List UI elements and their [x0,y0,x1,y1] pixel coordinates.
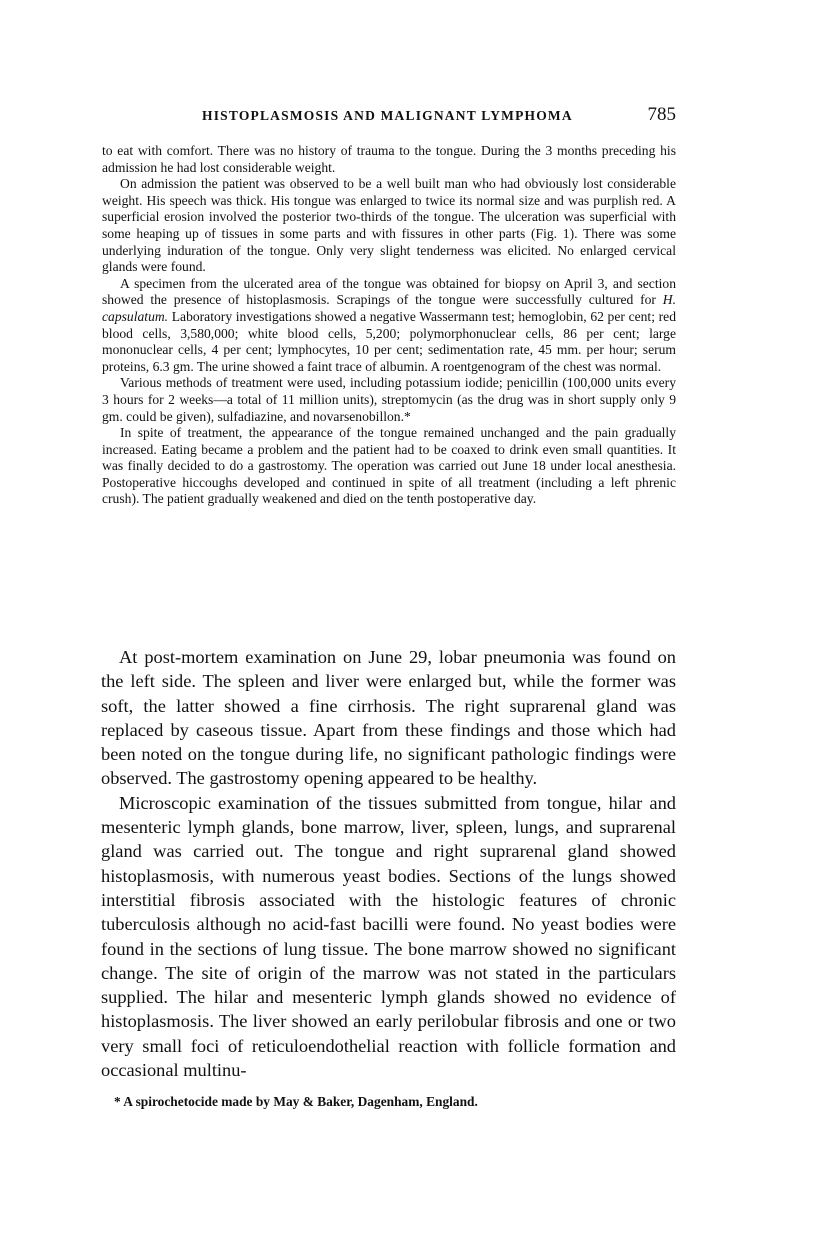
paragraph-continuation: to eat with comfort. There was no history of trauma to the tongue. During the 3 months preceding his admission he had lost considerable weight. [102,143,676,175]
footnote: * A spirochetocide made by May & Baker, Dagenham, England. [114,1094,478,1109]
biopsy-text-part-1: A specimen from the ulcerated area of the tongue was obtained for biopsy on April 3, and section showed the presence of histoplasmosis. Scrapings of the tongue were successfully cultured for [102,275,676,308]
biopsy-text-part-2: Laboratory investigations showed a negative Wassermann test; hemoglobin, 62 per cent; red blood cells, 3,580,000; white blood cells, 5,200; polymorphonuclear cells, 86 per cent; large mononuclear cells, 4 per cent; lymphocytes, 10 per cent; sedimentation rate, 45 mm. per hour; serum proteins, 6.3 gm. The urine showed a faint trace of albumin. A roentgenogram of the chest was normal. [102,308,676,374]
paragraph-post-mortem: At post-mortem examination on June 29, lobar pneumonia was found on the left side. The spleen and liver were enlarged but, while the former was soft, the latter showed a fine cirrhosis. The right suprarenal gland was replaced by caseous tissue. Apart from these findings and those which had been noted on the tongue during life, no significant pathologic findings were observed. The gastrostomy opening appeared to be healthy. [101,647,676,789]
case-history-section [102,143,676,508]
paragraph-biopsy-and-labs [102,276,676,376]
paragraph-admission-findings: On admission the patient was observed to be a well built man who had obviously lost considerable weight. His speech was thick. His tongue was enlarged to twice its normal size and was purplish red. A superficial erosion involved the posterior two-thirds of the tongue. The ulceration was superficial with some heaping up of tissues in some parts and with fissures in other parts (Fig. 1). There was some underlying induration of the tongue. Only very slight tenderness was elicited. No enlarged cervical glands were found. [102,176,676,275]
organism-name: H. capsulatum. [102,292,676,324]
running-title: HISTOPLASMOSIS AND MALIGNANT LYMPHOMA [202,108,573,123]
paragraph-treatment: Various methods of treatment were used, including potassium iodide; penicillin (100,000 units every 3 hours for 2 weeks—a total of 11 million units), streptomycin (as the drug was in short supply only 9 gm. could be given), sulfadiazine, and novarsenobillon.* [102,375,676,424]
paragraph-course: In spite of treatment, the appearance of the tongue remained unchanged and the pain gradually increased. Eating became a problem and the patient had to be coaxed to drink even small quantities. It was finally decided to do a gastrostomy. The operation was carried out June 18 under local anesthesia. Postoperative hiccoughs developed and continued in spite of all treatment (including a left phrenic crush). The patient gradually weakened and died on the tenth postoperative day. [102,425,676,507]
findings-section [101,645,676,1082]
page-number: 785 [647,104,676,125]
paragraph-microscopic-examination: Microscopic examination of the tissues submitted from tongue, hilar and mesenteric lymph glands, bone marrow, liver, spleen, lungs, and suprarenal gland was carried out. The tongue and right suprarenal gland showed histoplasmosis, with numerous yeast bodies. Sections of the lungs showed interstitial fibrosis associated with the histologic features of chronic tuberculosis although no acid-fast bacilli were found. No yeast bodies were found in the sections of lung tissue. The bone marrow showed no significant change. The site of origin of the marrow was not stated in the particulars supplied. The hilar and mesenteric lymph glands showed no evidence of histoplasmosis. The liver showed an early perilobular fibrosis and one or two very small foci of reticuloendothelial reaction with follicle formation and occasional multinu- [101,792,676,1081]
running-header [102,104,676,130]
